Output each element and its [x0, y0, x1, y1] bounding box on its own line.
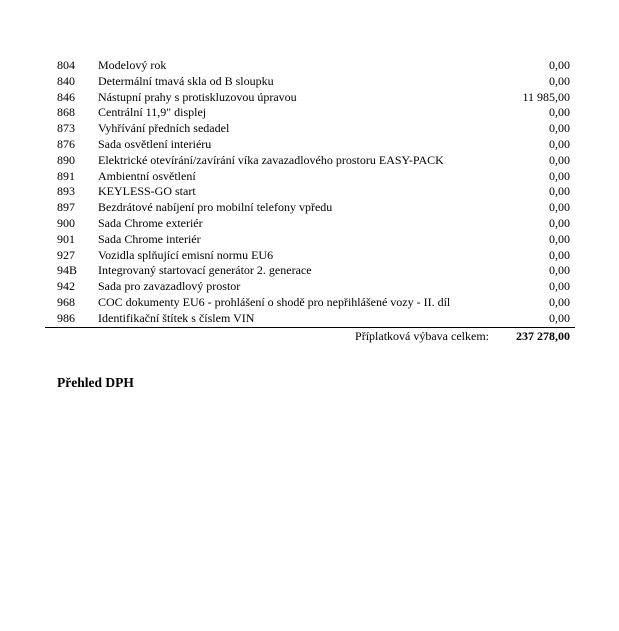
table-row	[45, 74, 575, 90]
table-row	[45, 153, 575, 169]
option-description-cell: Determální tmavá skla od B sloupku	[98, 73, 274, 88]
option-code-cell: 897	[57, 200, 75, 215]
option-description-cell: Centrální 11,9" displej	[98, 105, 207, 120]
option-value-cell: 0,00	[549, 310, 570, 325]
option-value-cell: 0,00	[549, 279, 570, 294]
option-code-cell: 891	[57, 168, 75, 183]
option-description-cell: Sada osvětlení interiéru	[98, 136, 212, 151]
option-code-cell: 846	[57, 89, 75, 104]
option-description-cell: Bezdrátové nabíjení pro mobilní telefony vpředu	[98, 200, 333, 215]
option-value-cell: 0,00	[549, 105, 570, 120]
total-row	[45, 328, 575, 345]
option-description-cell: Vozidla splňující emisní normu EU6	[98, 247, 274, 262]
table-row	[45, 263, 575, 279]
total-value: 237 278,00	[516, 328, 570, 343]
table-row	[45, 90, 575, 106]
option-code-cell: 986	[57, 310, 75, 325]
table-row	[45, 137, 575, 153]
option-value-cell: 0,00	[549, 294, 570, 309]
total-label: Příplatková výbava celkem:	[355, 328, 489, 343]
option-value-cell: 0,00	[549, 184, 570, 199]
table-row	[45, 248, 575, 264]
option-value-cell: 0,00	[549, 247, 570, 262]
option-value-cell: 0,00	[549, 136, 570, 151]
option-value-cell: 0,00	[549, 231, 570, 246]
option-code-cell: 893	[57, 184, 75, 199]
table-row	[45, 295, 575, 311]
option-value-cell: 0,00	[549, 58, 570, 72]
option-description-cell: COC dokumenty EU6 - prohlášení o shodě pro nepřihlášené vozy - II. díl	[98, 294, 451, 309]
option-code-cell: 873	[57, 121, 75, 136]
table-row	[45, 121, 575, 137]
table-row	[45, 216, 575, 232]
option-code-cell: 968	[57, 294, 75, 309]
table-row	[45, 200, 575, 216]
table-row	[45, 105, 575, 121]
option-value-cell: 0,00	[549, 73, 570, 88]
option-value-cell: 0,00	[549, 121, 570, 136]
option-value-cell: 0,00	[549, 200, 570, 215]
options-table-rows	[45, 58, 575, 327]
option-description-cell: Modelový rok	[98, 58, 167, 72]
table-row	[45, 169, 575, 185]
option-code-cell: 876	[57, 136, 75, 151]
option-description-cell: Sada Chrome interiér	[98, 231, 201, 246]
option-value-cell: 0,00	[549, 168, 570, 183]
option-value-cell: 0,00	[549, 152, 570, 167]
option-code-cell: 900	[57, 215, 75, 230]
table-row	[45, 279, 575, 295]
option-code-cell: 901	[57, 231, 75, 246]
options-table	[45, 58, 575, 344]
option-code-cell: 927	[57, 247, 75, 262]
table-row	[45, 232, 575, 248]
option-code-cell: 890	[57, 152, 75, 167]
option-value-cell: 11 985,00	[522, 89, 570, 104]
option-description-cell: Identifikační štítek s číslem VIN	[98, 310, 255, 325]
option-code-cell: 868	[57, 105, 75, 120]
option-description-cell: Vyhřívání předních sedadel	[98, 121, 230, 136]
option-value-cell: 0,00	[549, 263, 570, 278]
table-row	[45, 184, 575, 200]
option-code-cell: 94B	[57, 263, 78, 278]
option-description-cell: Sada Chrome exteriér	[98, 215, 203, 230]
option-description-cell: Elektrické otevírání/zavírání víka zavazadlového prostoru EASY-PACK	[98, 152, 444, 167]
option-code-cell: 840	[57, 73, 75, 88]
section-heading-prehled-dph: Přehled DPH	[57, 375, 134, 390]
option-value-cell: 0,00	[549, 215, 570, 230]
option-description-cell: Integrovaný startovací generátor 2. generace	[98, 263, 312, 278]
option-description-cell: Ambientní osvětlení	[98, 168, 196, 183]
option-description-cell: Nástupní prahy s protiskluzovou úpravou	[98, 89, 297, 104]
option-code-cell: 804	[57, 58, 75, 72]
option-description-cell: KEYLESS-GO start	[98, 184, 196, 199]
table-row	[45, 311, 575, 327]
table-row	[45, 58, 575, 74]
option-code-cell: 942	[57, 279, 75, 294]
option-description-cell: Sada pro zavazadlový prostor	[98, 279, 241, 294]
